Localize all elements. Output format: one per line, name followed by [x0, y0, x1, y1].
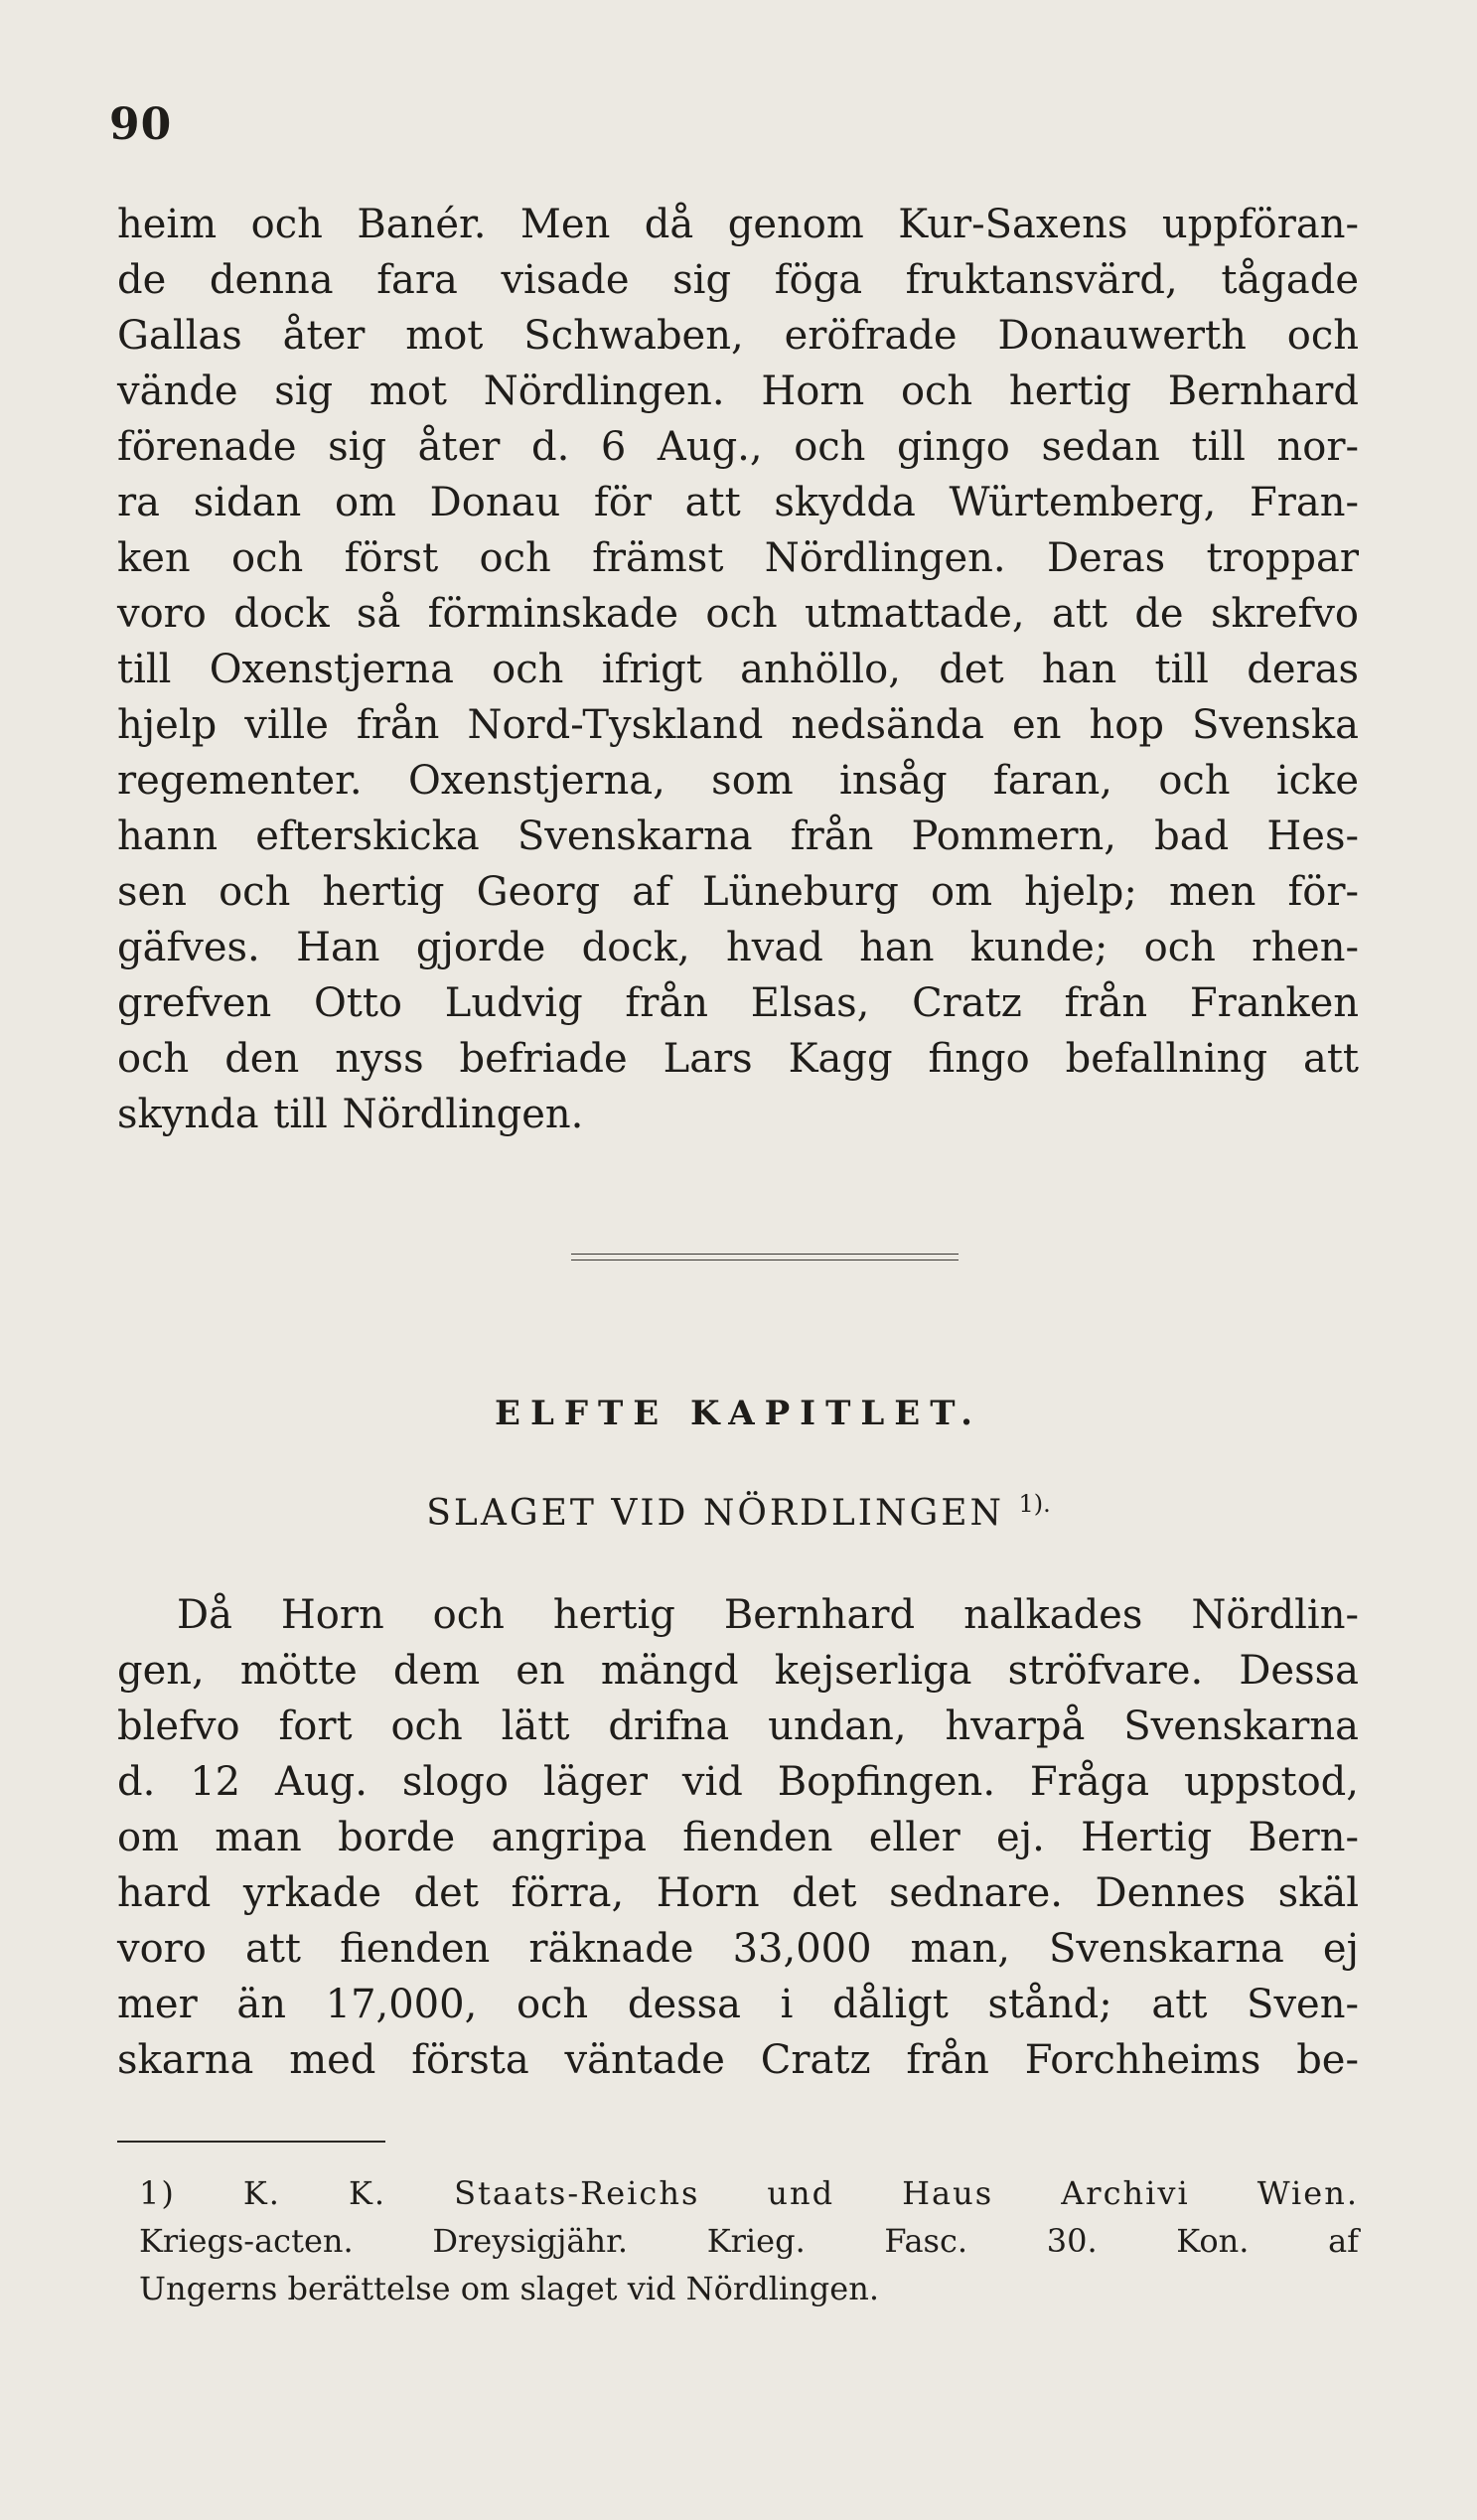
text-line: gen, mötte dem en mängd kejserliga ströfvare. Dessa [117, 1648, 1359, 1694]
text-line: hard yrkade det förra, Horn det sednare. Dennes skäl [117, 1870, 1359, 1916]
text-line: grefven Otto Ludvig från Elsas, Cratz från Franken [117, 980, 1359, 1026]
text-line: förenade sig åter d. 6 Aug., och gingo sedan till nor- [117, 424, 1359, 470]
text-line: och den nyss befriade Lars Kagg fingo befallning att [117, 1036, 1359, 1082]
footnote-line: Kriegs-acten. Dreysigjähr. Krieg. Fasc. 30. Kon. af [139, 2222, 1359, 2260]
text-line: blefvo fort och lätt drifna undan, hvarpå Svenskarna [117, 1704, 1359, 1749]
page-number: 90 [109, 99, 173, 150]
footnote-line: Ungerns berättelse om slaget vid Nördlingen. [139, 2270, 879, 2307]
text-line: hann efterskicka Svenskarna från Pommern, bad Hes- [117, 814, 1359, 859]
text-line: voro att fienden räknade 33,000 man, Svenskarna ej [117, 1926, 1359, 1972]
text-line: Gallas åter mot Schwaben, eröfrade Donauwerth och [117, 313, 1359, 359]
text-line: skynda till Nördlingen. [117, 1092, 584, 1137]
text-line: mer än 17,000, och dessa i dåligt stånd; att Sven- [117, 1982, 1359, 2027]
chapter-heading: ELFTE KAPITLET. [495, 1394, 982, 1433]
text-line: voro dock så förminskade och utmattade, att de skrefvo [117, 591, 1359, 637]
text-line: de denna fara visade sig föga fruktansvärd, tågade [117, 257, 1359, 303]
text-line: regementer. Oxenstjerna, som insåg faran, och icke [117, 758, 1359, 804]
section-divider [571, 1254, 959, 1260]
text-line: om man borde angripa fienden eller ej. Hertig Bern- [117, 1815, 1359, 1860]
text-line: ken och först och främst Nördlingen. Deras troppar [117, 535, 1359, 581]
text-line: vände sig mot Nördlingen. Horn och hertig Bernhard [117, 369, 1359, 414]
chapter-subtitle-text: SLAGET VID NÖRDLINGEN [426, 1493, 1004, 1534]
text-line: gäfves. Han gjorde dock, hvad han kunde; och rhen- [117, 925, 1359, 970]
footnote-rule [117, 2141, 385, 2143]
text-line: till Oxenstjerna och ifrigt anhöllo, det han till deras [117, 647, 1359, 692]
text-line: Då Horn och hertig Bernhard nalkades Nördlin- [177, 1592, 1359, 1638]
footnote-reference: 1). [1018, 1490, 1051, 1518]
text-line: ra sidan om Donau för att skydda Würtemberg, Fran- [117, 480, 1359, 525]
text-line: d. 12 Aug. slogo läger vid Bopfingen. Fråga uppstod, [117, 1759, 1359, 1805]
text-line: heim och Banér. Men då genom Kur-Saxens uppföran- [117, 202, 1359, 247]
chapter-subtitle [0, 1490, 1477, 1534]
text-line: sen och hertig Georg af Lüneburg om hjelp; men för- [117, 869, 1359, 915]
text-line: hjelp ville från Nord-Tyskland nedsända en hop Svenska [117, 702, 1359, 748]
footnote-line: 1) K. K. Staats-Reichs und Haus Archivi Wien. [139, 2174, 1359, 2212]
text-line: skarna med första väntade Cratz från Forchheims be- [117, 2037, 1359, 2083]
